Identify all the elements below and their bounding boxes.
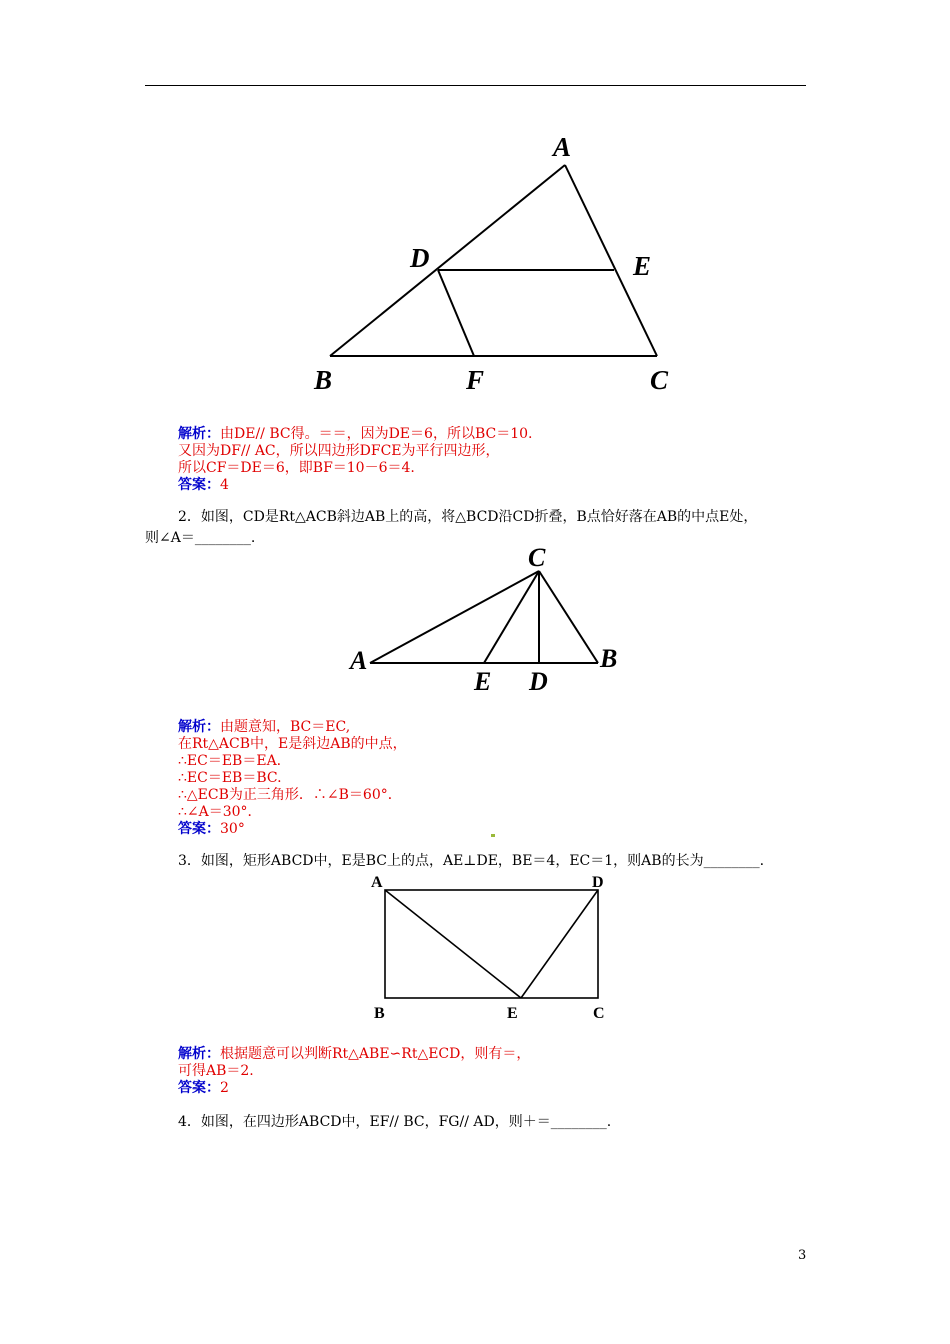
solution-line: 又因为DF// AC，所以四边形DFCE为平行四边形，: [178, 443, 500, 459]
solution-label: 解析：: [178, 719, 220, 735]
label-d: D: [410, 243, 430, 273]
answer-label: 答案：: [178, 1080, 220, 1096]
question-line: 2．如图，CD是Rt△ACB斜边AB上的高，将△BCD沿CD折叠，B点恰好落在AB的中点E处，: [178, 509, 758, 525]
label-d: D: [592, 874, 604, 891]
solution-line: 由题意知，BC＝EC,: [220, 719, 351, 735]
question-line: 则∠A＝________.: [145, 530, 256, 546]
solution-line: ∴△ECB为正三角形．∴∠B＝60°．: [178, 787, 402, 803]
label-e: E: [633, 251, 652, 281]
header-rule: [145, 85, 806, 86]
label-a: A: [371, 874, 383, 891]
question-4: [145, 1112, 817, 1133]
question-line: 4．如图，在四边形ABCD中，EF// BC，FG// AD，则＋＝________.: [178, 1114, 612, 1130]
figure-1-triangle-abc: [300, 125, 700, 400]
solution-line: 所以CF＝DE＝6，即BF＝10－6＝4.: [178, 460, 415, 476]
solution-line: 在Rt△ACB中，E是斜边AB的中点，: [178, 736, 407, 752]
solution-line: ∴EC＝EB＝EA.: [178, 753, 282, 769]
answer-value: 4: [220, 477, 229, 493]
solution-2: [178, 719, 407, 838]
answer-label: 答案：: [178, 821, 220, 837]
answer-value: 30°: [220, 821, 245, 837]
solution-line: 可得AB＝2.: [178, 1063, 254, 1079]
label-e: E: [507, 1005, 518, 1022]
answer-value: 2: [220, 1080, 229, 1096]
solution-line: ∴∠A＝30°．: [178, 804, 262, 820]
answer-label: 答案：: [178, 477, 220, 493]
label-b: B: [314, 365, 333, 395]
figure-3-rectangle: [360, 868, 620, 1028]
label-c: C: [650, 365, 669, 395]
label-e: E: [474, 667, 492, 696]
solution-3: [178, 1046, 530, 1097]
question-line: 3．如图，矩形ABCD中，E是BC上的点，AE⊥DE，BE＝4，EC＝1，则AB的长为________.: [178, 853, 765, 869]
label-d: D: [529, 667, 548, 696]
stray-mark: [491, 834, 495, 837]
solution-label: 解析：: [178, 426, 220, 442]
label-c: C: [593, 1005, 605, 1022]
solution-line: ∴EC＝EB＝BC.: [178, 770, 282, 786]
solution-line: 由DE// BC得。＝＝，因为DE＝6，所以BC＝10.: [220, 426, 533, 442]
label-b: B: [374, 1005, 385, 1022]
solution-label: 解析：: [178, 1046, 220, 1062]
label-a: A: [350, 646, 368, 675]
solution-1: [178, 426, 532, 494]
label-c: C: [528, 543, 546, 572]
page-number: 3: [798, 1248, 807, 1263]
solution-line: 根据题意可以判断Rt△ABE∽Rt△ECD，则有＝，: [220, 1046, 531, 1062]
label-b: B: [600, 644, 618, 673]
label-a: A: [553, 132, 572, 162]
label-f: F: [466, 365, 485, 395]
figure-2-right-triangle: [340, 535, 640, 700]
